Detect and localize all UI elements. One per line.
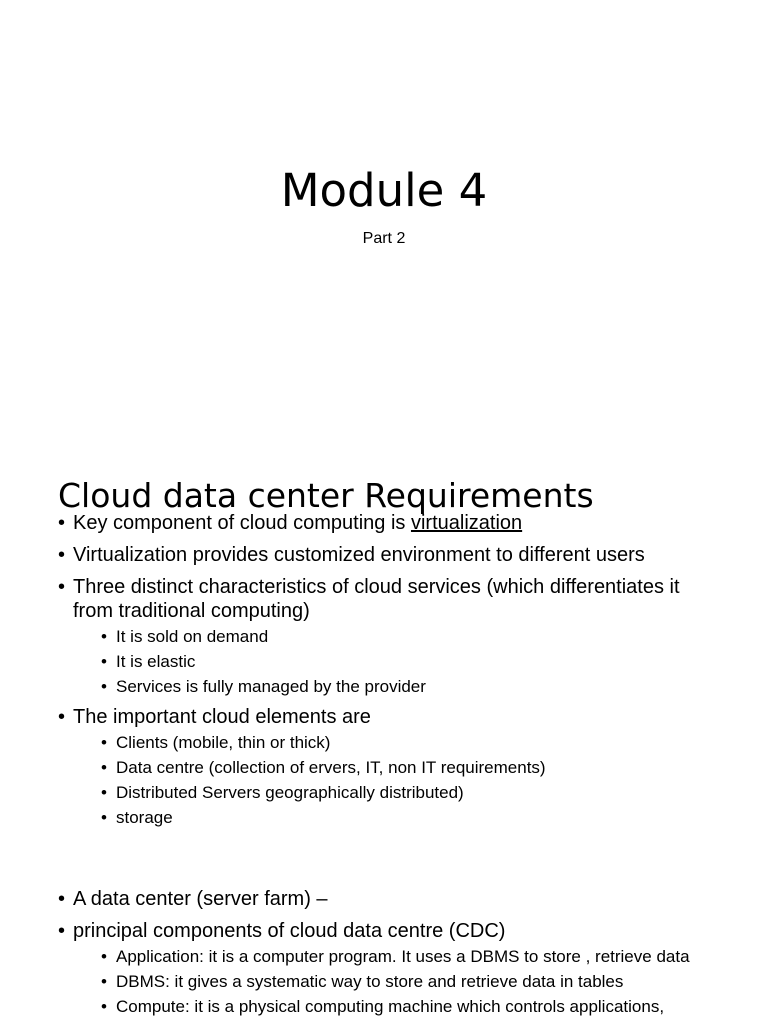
bullet-text: A data center (server farm) – <box>73 888 328 910</box>
sub-bullet-item: • It is sold on demand <box>101 626 708 647</box>
slide-title: Module 4 <box>280 164 488 217</box>
sub-bullet-item: • It is elastic <box>101 651 708 672</box>
bullet-item <box>58 575 708 697</box>
bullet-item <box>58 887 708 911</box>
virtualization-link[interactable]: virtualization <box>410 512 523 534</box>
sub-bullet-item: • Clients (mobile, thin or thick) <box>101 732 708 753</box>
bullet-item <box>58 705 708 828</box>
bullet-text: The important cloud elements are <box>73 706 371 728</box>
sub-bullet-item: • DBMS: it gives a systematic way to store and retrieve data in tables <box>101 971 708 992</box>
sub-bullet-item: • Compute: it is a physical computing machine which controls applications, <box>101 996 708 1017</box>
bullet-list <box>58 511 708 828</box>
slide-subtitle: Part 2 <box>362 230 406 247</box>
bullet-item <box>58 543 708 567</box>
slide-title: Cloud data center Requirements <box>58 476 594 515</box>
bullet-item <box>58 511 708 535</box>
spacer <box>58 836 708 887</box>
sub-bullet-item: • Distributed Servers geographically distributed) <box>101 782 708 803</box>
sub-bullet-list <box>73 946 708 1017</box>
bullet-text: principal components of cloud data centre (CDC) <box>73 920 506 942</box>
sub-bullet-item: • Application: it is a computer program. It uses a DBMS to store , retrieve data <box>101 946 708 967</box>
slide-content <box>58 511 708 1024</box>
sub-bullet-list <box>73 732 708 828</box>
bullet-text: Key component of cloud computing is <box>73 512 411 534</box>
sub-bullet-item: • Data centre (collection of ervers, IT, non IT requirements) <box>101 757 708 778</box>
bullet-list <box>58 887 708 1017</box>
content-slide <box>0 460 768 1024</box>
sub-bullet-item: • storage <box>101 807 708 828</box>
sub-bullet-item: • Services is fully managed by the provider <box>101 676 708 697</box>
sub-bullet-list <box>73 626 708 697</box>
bullet-text: Three distinct characteristics of cloud services (which differentiates it from traditional computing) <box>73 576 680 622</box>
title-slide <box>0 0 768 460</box>
bullet-text: Virtualization provides customized environment to different users <box>73 544 645 566</box>
bullet-item <box>58 919 708 1017</box>
